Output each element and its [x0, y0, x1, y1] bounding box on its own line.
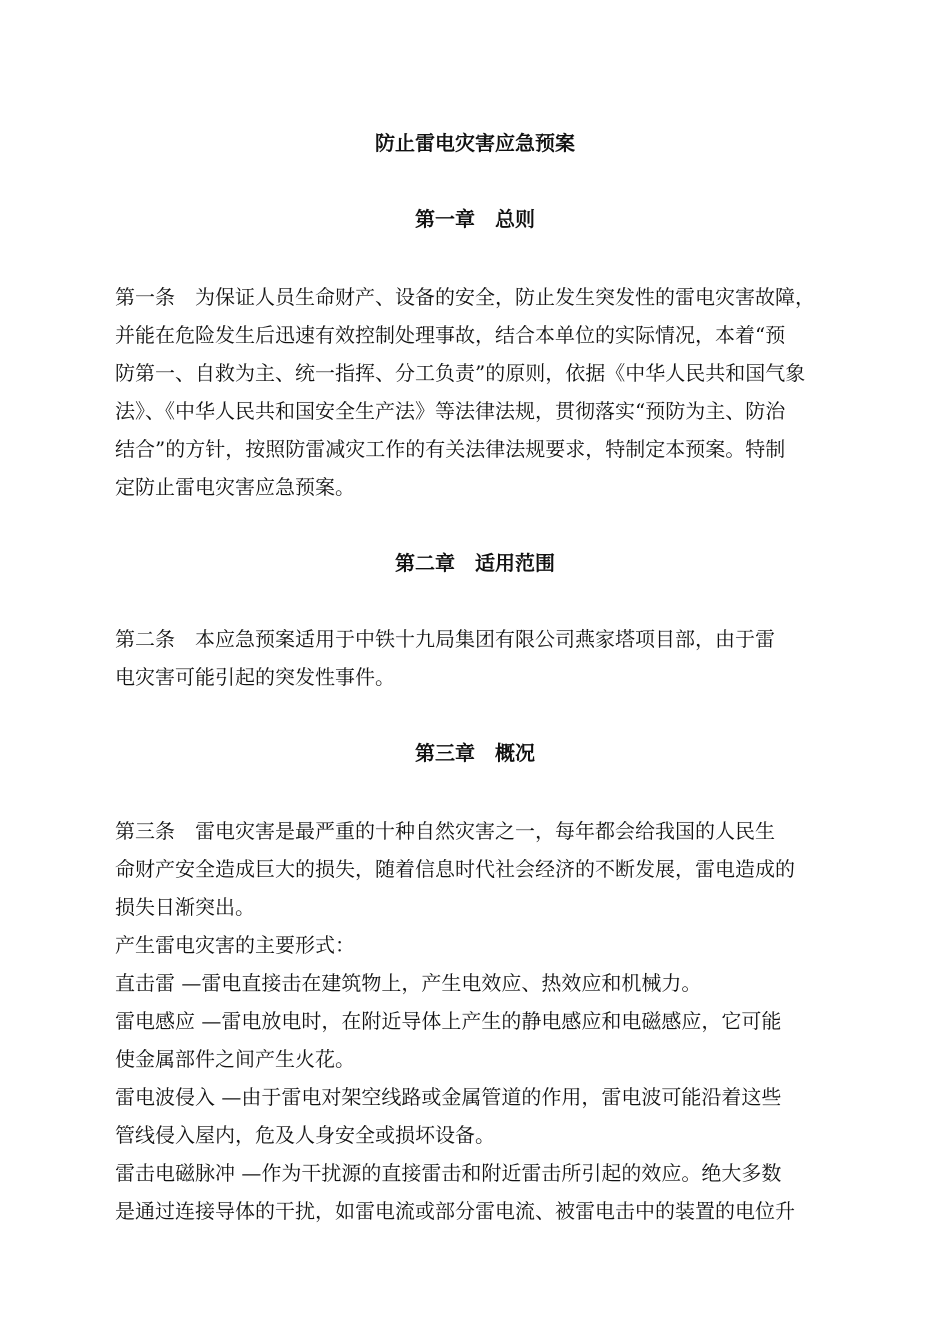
article-1-line: 第一条 为保证人员生命财产、设备的安全，防止发生突发性的雷电灾害故障，	[115, 285, 815, 309]
article-3-line: 损失日渐突出。	[115, 895, 255, 919]
article-1-line: 防第一、自救为主、统一指挥、分工负责”的原则，依据《中华人民共和国气象	[115, 361, 806, 385]
article-3-line: 管线侵入屋内，危及人身安全或损坏设备。	[115, 1123, 495, 1147]
chapter-2-heading: 第二章 适用范围	[395, 551, 555, 575]
article-3-line: 使金属部件之间产生火花。	[115, 1047, 355, 1071]
article-3-line: 第三条 雷电灾害是最严重的十种自然灾害之一，每年都会给我国的人民生	[115, 819, 775, 843]
article-1-line: 法》、《中华人民共和国安全生产法》等法律法规，贯彻落实“预防为主、防治	[115, 399, 786, 423]
article-3-line: 命财产安全造成巨大的损失，随着信息时代社会经济的不断发展，雷电造成的	[115, 857, 795, 881]
article-3-line: 产生雷电灾害的主要形式：	[115, 933, 355, 957]
article-3-line: 雷电感应 —雷电放电时，在附近导体上产生的静电感应和电磁感应，它可能	[115, 1009, 782, 1033]
article-2-line: 电灾害可能引起的突发性事件。	[115, 665, 395, 689]
article-3-line: 直击雷 —雷电直接击在建筑物上，产生电效应、热效应和机械力。	[115, 971, 702, 995]
article-3-line: 是通过连接导体的干扰，如雷电流或部分雷电流、被雷电击中的装置的电位升	[115, 1199, 795, 1223]
article-3-line: 雷电波侵入 —由于雷电对架空线路或金属管道的作用，雷电波可能沿着这些	[115, 1085, 782, 1109]
article-2-line: 第二条 本应急预案适用于中铁十九局集团有限公司燕家塔项目部，由于雷	[115, 627, 775, 651]
article-3-line: 雷击电磁脉冲 —作为干扰源的直接雷击和附近雷击所引起的效应。绝大多数	[115, 1161, 782, 1185]
article-1-line: 结合”的方针，按照防雷减灾工作的有关法律法规要求，特制定本预案。特制	[115, 437, 786, 461]
chapter-1-heading: 第一章 总则	[415, 207, 535, 231]
document-title: 防止雷电灾害应急预案	[375, 131, 575, 155]
article-1-line: 并能在危险发生后迅速有效控制处理事故，结合本单位的实际情况，本着“预	[115, 323, 786, 347]
chapter-3-heading: 第三章 概况	[415, 741, 535, 765]
article-1-line: 定防止雷电灾害应急预案。	[115, 475, 355, 499]
